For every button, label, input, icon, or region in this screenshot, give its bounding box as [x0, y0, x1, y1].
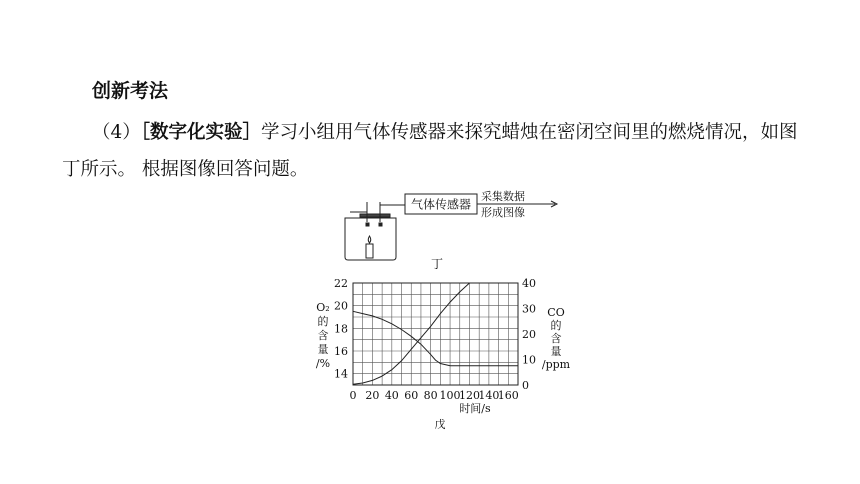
- question-text: 学习小组用气体传感器来探究蜡烛在密闭空间里的燃烧情况，如图丁所示。 根据图像回答问题。: [62, 122, 798, 180]
- right-axis-label: [542, 306, 571, 371]
- section-heading: 创新考法: [92, 80, 169, 102]
- right-axis-label-line: /ppm: [541, 358, 571, 371]
- right-axis-label-line: 的: [550, 319, 562, 332]
- sensor-label: 气体传感器: [410, 197, 472, 212]
- left-axis-label-line: 的: [317, 315, 329, 328]
- apparatus-caption: 丁: [430, 257, 444, 271]
- left-axis-label: [316, 301, 330, 370]
- probe-tip-right: [379, 223, 382, 226]
- x-tick-label: 60: [404, 389, 419, 402]
- right-axis-ticks: [522, 277, 536, 392]
- left-tick-label: 22: [334, 277, 348, 290]
- output-label-2: 形成图像: [481, 206, 525, 219]
- oxygen-co-chart: [316, 277, 571, 431]
- left-axis-label-line: 量: [317, 343, 329, 356]
- left-axis-ticks: [334, 277, 348, 381]
- candle: [366, 244, 373, 258]
- x-tick-label: 80: [423, 389, 438, 402]
- x-tick-label: 120: [458, 389, 480, 402]
- right-tick-label: 40: [522, 277, 536, 290]
- question-number: （4）: [92, 122, 141, 143]
- left-tick-label: 20: [334, 299, 348, 313]
- x-tick-label: 140: [478, 389, 500, 402]
- chart-caption: 戊: [434, 418, 446, 431]
- probe-tip-left: [366, 223, 369, 226]
- x-tick-label: 100: [439, 389, 461, 402]
- x-axis-ticks: [350, 389, 519, 402]
- jar-lid: [360, 214, 390, 217]
- right-tick-label: 20: [522, 328, 536, 341]
- candle-flame: [368, 236, 371, 243]
- question-tag: ［数字化实验］: [140, 122, 262, 143]
- chart-grid: [353, 283, 518, 385]
- x-tick-label: 160: [497, 389, 519, 402]
- right-axis-label-line: CO: [547, 306, 565, 319]
- chart-series: [353, 283, 518, 384]
- x-axis-label: 时间/s: [459, 402, 491, 415]
- x-tick-label: 20: [365, 389, 380, 402]
- left-axis-label-line: O₂: [316, 301, 330, 314]
- right-tick-label: 10: [522, 353, 536, 367]
- wire-left: [350, 205, 367, 212]
- left-tick-label: 16: [334, 345, 348, 358]
- x-tick-label: 0: [349, 389, 357, 402]
- right-axis-label-line: 含: [550, 332, 562, 345]
- right-axis-label-line: 量: [550, 345, 562, 358]
- plot-frame: [353, 283, 518, 385]
- right-tick-label: 30: [522, 302, 536, 316]
- left-tick-label: 18: [334, 322, 348, 336]
- left-axis-label-line: /%: [315, 357, 331, 370]
- x-tick-label: 40: [384, 389, 399, 402]
- left-tick-label: 14: [334, 367, 348, 381]
- output-label-1: 采集数据: [481, 190, 525, 203]
- chart-axes: [353, 283, 518, 385]
- left-axis-label-line: 含: [317, 329, 329, 342]
- right-tick-label: 0: [522, 379, 529, 392]
